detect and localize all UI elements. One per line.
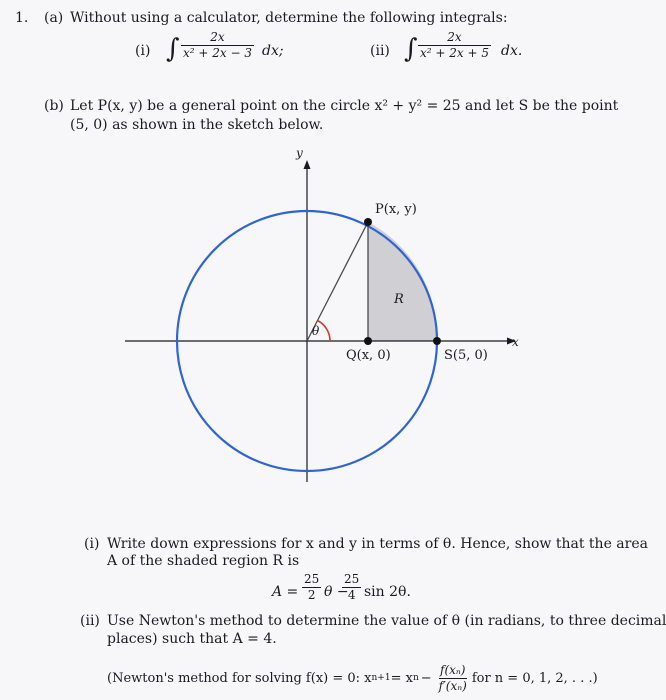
question-number: 1.	[15, 10, 29, 26]
newton-den: f′(xₙ)	[438, 678, 467, 693]
formula-lhs: A =	[272, 584, 299, 600]
point-q	[364, 337, 372, 345]
formula-frac2	[342, 573, 361, 602]
newton-eq: = x	[390, 670, 413, 686]
integral-sign-i: ∫	[166, 34, 180, 64]
point-p-label: P(x, y)	[375, 202, 417, 217]
point-s	[433, 337, 441, 345]
sub-i-line1: Write down expressions for x and y in terms of θ. Hence, show that the area	[107, 536, 648, 552]
integral-ii-differential: dx.	[501, 43, 523, 59]
integral-ii-denominator: x² + 2x + 5	[420, 46, 489, 60]
formula-frac2-num: 25	[344, 572, 360, 586]
y-axis-label: y	[296, 146, 303, 160]
newton-minus: −	[420, 670, 432, 686]
formula-frac1-den: 2	[307, 588, 316, 602]
integral-i-differential: dx;	[262, 43, 284, 59]
y-axis-arrowhead	[304, 160, 311, 169]
point-p	[364, 218, 372, 226]
sub-i-label: (i)	[84, 536, 100, 552]
point-s-label: S(5, 0)	[444, 348, 488, 363]
sub-ii-line1: Use Newton's method to determine the value of θ (in radians, to three decimal	[107, 613, 666, 629]
newton-num: f(xₙ)	[440, 662, 466, 677]
newton-prefix: (Newton's method for solving f(x) = 0: x	[107, 670, 372, 686]
integral-ii-numerator: 2x	[447, 30, 462, 44]
newton-suffix: for n = 0, 1, 2, . . .)	[471, 670, 598, 686]
part-b-line1: Let P(x, y) be a general point on the circle x² + y² = 25 and let S be the point	[70, 98, 619, 114]
integral-ii-label: (ii)	[370, 43, 390, 59]
integral-i-label: (i)	[135, 43, 151, 59]
integral-i-denominator: x² + 2x − 3	[183, 46, 252, 60]
formula-term2: sin 2θ.	[364, 584, 411, 600]
newton-method-formula	[107, 660, 598, 696]
shaded-region-r	[368, 222, 437, 341]
region-r-label: R	[394, 292, 404, 307]
part-a-instruction: Without using a calculator, determine the following integrals:	[70, 10, 508, 26]
formula-frac2-den: 4	[347, 588, 356, 602]
part-a-label: (a)	[44, 10, 64, 26]
formula-frac1	[302, 573, 321, 602]
angle-theta-label: θ	[312, 324, 320, 338]
angle-arc	[318, 321, 331, 342]
x-axis-label: x	[512, 335, 519, 349]
sub-i-line2: A of the shaded region R is	[107, 553, 300, 569]
formula-term1: θ −	[324, 584, 349, 600]
part-b-label: (b)	[44, 98, 64, 114]
sub-ii-label: (ii)	[80, 613, 100, 629]
newton-sub-n: n	[412, 673, 419, 683]
formula-frac1-num: 25	[304, 572, 320, 586]
point-q-label: Q(x, 0)	[346, 348, 391, 363]
sub-ii-line2: places) such that A = 4.	[107, 631, 277, 647]
integral-sign-ii: ∫	[404, 34, 418, 64]
integral-i-numerator: 2x	[210, 30, 225, 44]
part-b-line2: (5, 0) as shown in the sketch below.	[70, 117, 324, 133]
newton-fraction	[439, 664, 467, 693]
newton-sub-next: n+1	[371, 673, 391, 683]
